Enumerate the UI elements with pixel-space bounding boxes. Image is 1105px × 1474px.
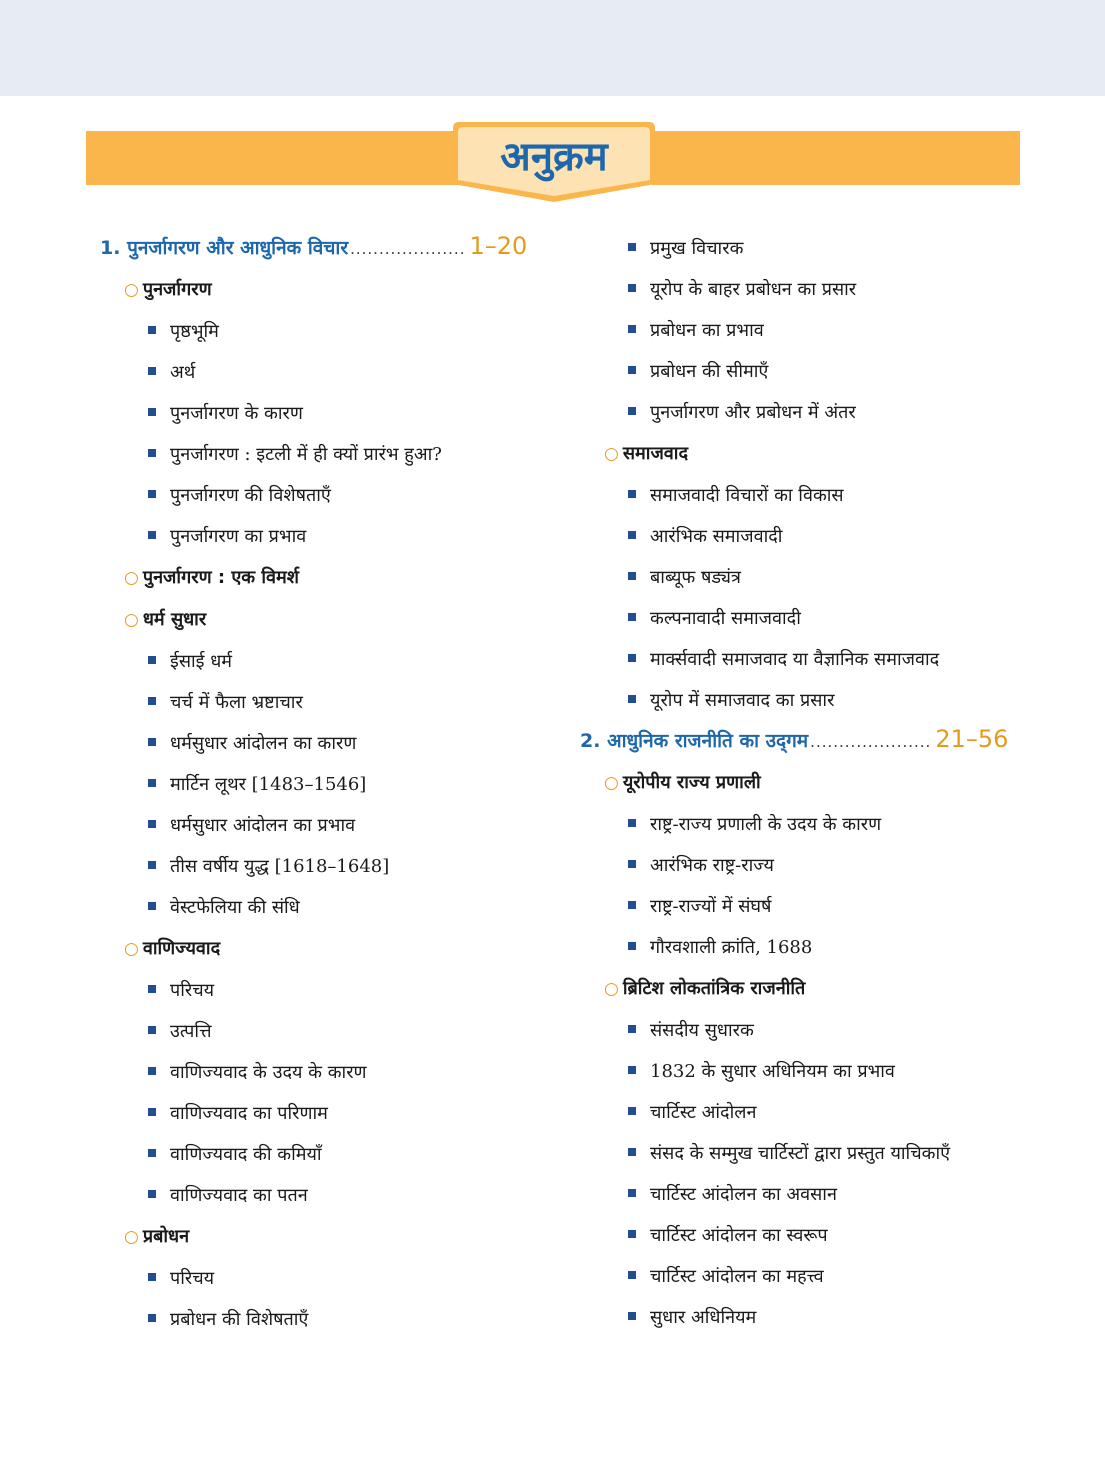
chapter-title: पुनर्जागरण और आधुनिक विचार [127, 237, 349, 259]
square-bullet-icon [628, 695, 636, 703]
square-bullet-icon [628, 1271, 636, 1279]
section-title: ब्रिटिश लोकतांत्रिक राजनीति [622, 978, 806, 999]
square-bullet-icon [628, 366, 636, 374]
title-badge [451, 118, 657, 204]
toc-item-text: मार्क्सवादी समाजवाद या वैज्ञानिक समाजवाद [650, 649, 940, 670]
toc-item [580, 557, 1030, 598]
square-bullet-icon [148, 738, 156, 746]
square-bullet-icon [628, 654, 636, 662]
toc-item [580, 598, 1030, 639]
toc-item-text: परिचय [170, 980, 215, 1001]
toc-item [100, 393, 550, 434]
section-title: समाजवाद [622, 443, 689, 464]
chapter-heading [100, 228, 550, 265]
square-bullet-icon [148, 1026, 156, 1034]
chapter-page-range: 21–56 [935, 725, 1009, 753]
toc-item-text: वाणिज्यवाद का पतन [170, 1185, 308, 1206]
toc-item [580, 1215, 1030, 1256]
chapter-title: आधुनिक राजनीति का उद्‌गम [607, 730, 809, 752]
toc-item-text: संसद के सम्मुख चार्टिस्टों द्वारा प्रस्तुत याचिकाएँ [650, 1143, 951, 1164]
toc-item [100, 970, 550, 1011]
circle-bullet-icon: ○ [604, 979, 619, 999]
toc-item-text: पुनर्जागरण के कारण [170, 403, 303, 424]
toc-item-text: धर्मसुधार आंदोलन का कारण [170, 733, 357, 754]
square-bullet-icon [148, 531, 156, 539]
toc-item-text: उत्पत्ति [170, 1021, 212, 1042]
square-bullet-icon [628, 613, 636, 621]
toc-item [580, 269, 1030, 310]
toc-item [100, 846, 550, 887]
toc-item [580, 1297, 1030, 1338]
square-bullet-icon [628, 531, 636, 539]
toc-item-text: परिचय [170, 1268, 215, 1289]
toc-item [100, 641, 550, 682]
toc-item-text: चार्टिस्ट आंदोलन का महत्त्व [650, 1266, 824, 1287]
square-bullet-icon [148, 1190, 156, 1198]
toc-item [580, 1092, 1030, 1133]
square-bullet-icon [628, 284, 636, 292]
toc-item [580, 927, 1030, 968]
square-bullet-icon [148, 820, 156, 828]
toc-item [100, 887, 550, 928]
square-bullet-icon [628, 942, 636, 950]
section-title: पुनर्जागरण [142, 279, 212, 300]
toc-item-text: सुधार अधिनियम [650, 1307, 757, 1328]
square-bullet-icon [628, 819, 636, 827]
chapter-number: 1. [100, 237, 121, 259]
toc-item [100, 1175, 550, 1216]
square-bullet-icon [148, 326, 156, 334]
toc-item [580, 1133, 1030, 1174]
toc-item-text: गौरवशाली क्रांति, 1688 [650, 937, 813, 958]
toc-right-column [580, 228, 1030, 1338]
section-title: धर्म सुधार [142, 609, 207, 630]
toc-item [100, 682, 550, 723]
square-bullet-icon [148, 902, 156, 910]
square-bullet-icon [148, 697, 156, 705]
toc-item-text: बाब्यूफ षड्यंत्र [650, 567, 741, 588]
toc-item [100, 1134, 550, 1175]
toc-item-text: आरंभिक राष्ट्र-राज्य [650, 855, 774, 876]
square-bullet-icon [148, 985, 156, 993]
section-heading [100, 269, 550, 311]
toc-item-text: पुनर्जागरण : इटली में ही क्यों प्रारंभ हुआ? [170, 444, 442, 465]
chapter-leader-dots: .................... [350, 240, 466, 258]
section-heading [580, 762, 1030, 804]
toc-item-text: पुनर्जागरण और प्रबोधन में अंतर [650, 402, 856, 423]
toc-item-text: प्रबोधन का प्रभाव [650, 320, 764, 341]
toc-item-text: राष्ट्र-राज्यों में संघर्ष [650, 896, 772, 917]
section-title: प्रबोधन [142, 1226, 190, 1247]
toc-item-text: प्रबोधन की विशेषताएँ [170, 1309, 309, 1330]
square-bullet-icon [628, 325, 636, 333]
toc-item [580, 1256, 1030, 1297]
section-heading [580, 968, 1030, 1010]
square-bullet-icon [628, 490, 636, 498]
toc-item-text: पृष्ठभूमि [170, 321, 219, 342]
toc-item [580, 639, 1030, 680]
toc-item [580, 845, 1030, 886]
top-band [0, 0, 1105, 96]
toc-item [100, 1052, 550, 1093]
square-bullet-icon [628, 243, 636, 251]
toc-item-text: प्रमुख विचारक [650, 238, 744, 259]
toc-item [100, 475, 550, 516]
toc-item-text: पुनर्जागरण की विशेषताएँ [170, 485, 331, 506]
square-bullet-icon [148, 367, 156, 375]
square-bullet-icon [628, 1107, 636, 1115]
section-title: पुनर्जागरण : एक विमर्श [142, 567, 300, 588]
toc-item [100, 1011, 550, 1052]
section-heading [100, 599, 550, 641]
toc-item-text: मार्टिन लूथर [1483–1546] [170, 774, 367, 795]
square-bullet-icon [148, 656, 156, 664]
section-title: यूरोपीय राज्य प्रणाली [622, 772, 761, 793]
square-bullet-icon [148, 408, 156, 416]
square-bullet-icon [628, 1025, 636, 1033]
toc-item [580, 1051, 1030, 1092]
toc-item [580, 680, 1030, 721]
section-heading [100, 928, 550, 970]
circle-bullet-icon: ○ [124, 280, 139, 300]
circle-bullet-icon: ○ [124, 568, 139, 588]
toc-item-text: यूरोप के बाहर प्रबोधन का प्रसार [650, 279, 857, 300]
square-bullet-icon [628, 1230, 636, 1238]
square-bullet-icon [148, 861, 156, 869]
toc-item-text: वाणिज्यवाद का परिणाम [170, 1103, 328, 1124]
toc-item [100, 764, 550, 805]
square-bullet-icon [148, 1314, 156, 1322]
chapter-leader-dots: ..................... [810, 733, 932, 751]
toc-item-text: चार्टिस्ट आंदोलन [650, 1102, 757, 1123]
toc-item [580, 228, 1030, 269]
toc-item-text: 1832 के सुधार अधिनियम का प्रभाव [650, 1061, 895, 1082]
toc-item-text: वाणिज्यवाद की कमियाँ [170, 1144, 322, 1165]
toc-item-text: राष्ट्र-राज्य प्रणाली के उदय के कारण [650, 814, 882, 835]
toc-item [580, 351, 1030, 392]
toc-item [580, 804, 1030, 845]
toc-item [100, 516, 550, 557]
toc-item-text: वाणिज्यवाद के उदय के कारण [170, 1062, 367, 1083]
circle-bullet-icon: ○ [124, 610, 139, 630]
toc-left-column [100, 228, 550, 1340]
circle-bullet-icon: ○ [124, 1227, 139, 1247]
toc-item-text: ईसाई धर्म [170, 651, 233, 672]
toc-item [100, 1258, 550, 1299]
chapter-heading [580, 721, 1030, 758]
toc-item-text: संसदीय सुधारक [650, 1020, 754, 1041]
toc-item-text: वेस्टफेलिया की संधि [170, 897, 300, 918]
square-bullet-icon [628, 1066, 636, 1074]
toc-item-text: धर्मसुधार आंदोलन का प्रभाव [170, 815, 356, 836]
toc-item [580, 886, 1030, 927]
toc-item-text: प्रबोधन की सीमाएँ [650, 361, 769, 382]
square-bullet-icon [148, 1067, 156, 1075]
chapter-number: 2. [580, 730, 601, 752]
square-bullet-icon [628, 901, 636, 909]
toc-item-text: चार्टिस्ट आंदोलन का अवसान [650, 1184, 837, 1205]
square-bullet-icon [148, 779, 156, 787]
header-bar-right [652, 131, 1020, 185]
square-bullet-icon [628, 1312, 636, 1320]
toc-item-text: आरंभिक समाजवादी [650, 526, 783, 547]
section-heading [100, 1216, 550, 1258]
toc-item [580, 392, 1030, 433]
toc-item [100, 352, 550, 393]
section-title: वाणिज्यवाद [142, 938, 221, 959]
square-bullet-icon [148, 1273, 156, 1281]
toc-item [580, 1174, 1030, 1215]
page-title: अनुक्रम [500, 134, 608, 180]
square-bullet-icon [628, 860, 636, 868]
toc-item-text: चर्च में फैला भ्रष्टाचार [170, 692, 303, 713]
toc-item [100, 434, 550, 475]
toc-item-text: तीस वर्षीय युद्ध [1618–1648] [170, 856, 390, 877]
toc-item [100, 1093, 550, 1134]
square-bullet-icon [148, 1149, 156, 1157]
circle-bullet-icon: ○ [124, 939, 139, 959]
toc-item-text: कल्पनावादी समाजवादी [650, 608, 801, 629]
toc-item [100, 723, 550, 764]
toc-item-text: पुनर्जागरण का प्रभाव [170, 526, 307, 547]
square-bullet-icon [628, 1189, 636, 1197]
circle-bullet-icon: ○ [604, 444, 619, 464]
toc-item [100, 311, 550, 352]
square-bullet-icon [148, 490, 156, 498]
toc-item [580, 475, 1030, 516]
toc-item-text: अर्थ [170, 362, 196, 383]
square-bullet-icon [628, 572, 636, 580]
toc-item-text: समाजवादी विचारों का विकास [650, 485, 844, 506]
square-bullet-icon [628, 407, 636, 415]
section-heading [580, 433, 1030, 475]
toc-item [580, 516, 1030, 557]
toc-item [100, 805, 550, 846]
toc-item [580, 310, 1030, 351]
toc-item [580, 1010, 1030, 1051]
circle-bullet-icon: ○ [604, 773, 619, 793]
section-heading [100, 557, 550, 599]
square-bullet-icon [148, 1108, 156, 1116]
toc-item [100, 1299, 550, 1340]
toc-item-text: यूरोप में समाजवाद का प्रसार [650, 690, 835, 711]
square-bullet-icon [628, 1148, 636, 1156]
chapter-page-range: 1–20 [469, 232, 528, 260]
toc-item-text: चार्टिस्ट आंदोलन का स्वरूप [650, 1225, 828, 1246]
header-bar-left [86, 131, 461, 185]
square-bullet-icon [148, 449, 156, 457]
